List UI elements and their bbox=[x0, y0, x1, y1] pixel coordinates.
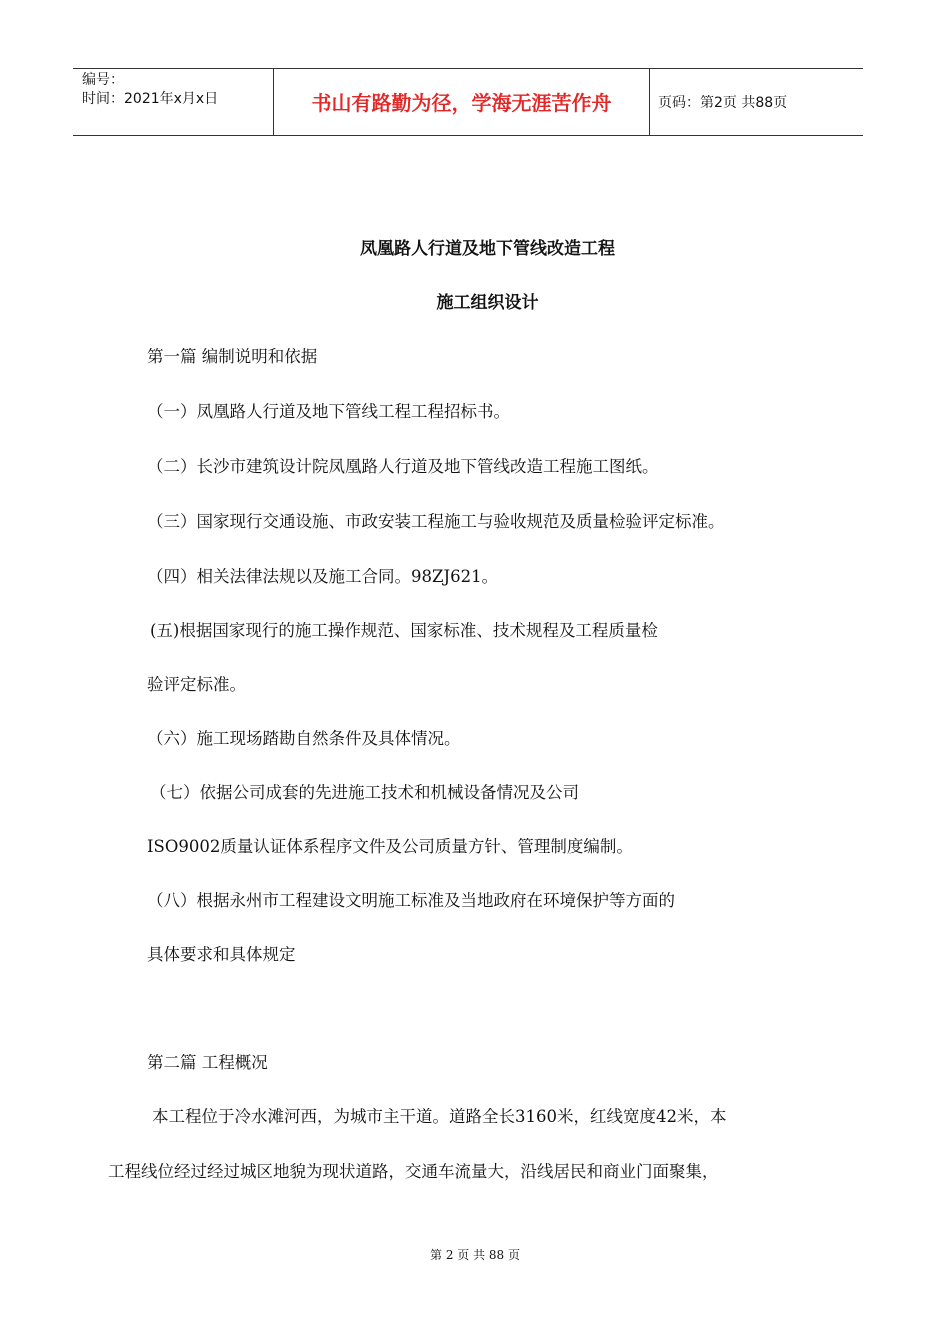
time-line: 时间：2021年x月x日 bbox=[82, 91, 219, 107]
section-heading-1: 第一篇 编制说明和依据 bbox=[147, 347, 318, 366]
overview-line-2: 工程线位经过经过城区地貌为现状道路，交通车流量大，沿线居民和商业门面聚集， bbox=[108, 1162, 719, 1181]
page-footer: 第 2 页 共 88 页 bbox=[430, 1248, 520, 1262]
header-info-cell bbox=[73, 69, 274, 135]
basis-item-8-cont: 具体要求和具体规定 bbox=[147, 945, 296, 964]
basis-item-7-cont: ISO9002质量认证体系程序文件及公司质量方针、管理制度编制。 bbox=[147, 837, 633, 856]
basis-item-5: (五)根据国家现行的施工操作规范、国家标准、技术规程及工程质量检 bbox=[150, 621, 658, 640]
basis-item-1: （一）凤凰路人行道及地下管线工程工程招标书。 bbox=[147, 402, 510, 421]
basis-item-3: （三）国家现行交通设施、市政安装工程施工与验收规范及质量检验评定标准。 bbox=[147, 512, 725, 531]
document-title: 凤凰路人行道及地下管线改造工程 bbox=[360, 239, 615, 259]
basis-item-6: （六）施工现场踏勘自然条件及具体情况。 bbox=[147, 729, 461, 748]
header-page-cell bbox=[650, 69, 863, 135]
number-label: 编号： bbox=[82, 72, 124, 88]
basis-item-8: （八）根据永州市工程建设文明施工标准及当地政府在环境保护等方面的 bbox=[147, 891, 675, 910]
motto: 书山有路勤为径，学海无涯苦作舟 bbox=[311, 91, 612, 115]
document-subtitle: 施工组织设计 bbox=[436, 293, 539, 313]
overview-line-1: 本工程位于冷水滩河西，为城市主干道。道路全长3160米，红线宽度42米，本 bbox=[152, 1107, 727, 1126]
page-code: 页码：第2页 共88页 bbox=[658, 95, 788, 111]
header-motto-cell bbox=[274, 69, 650, 135]
basis-item-5-cont: 验评定标准。 bbox=[147, 675, 246, 694]
basis-item-2: （二）长沙市建筑设计院凤凰路人行道及地下管线改造工程施工图纸。 bbox=[147, 457, 659, 476]
basis-item-4: （四）相关法律法规以及施工合同。98ZJ621。 bbox=[147, 567, 499, 586]
basis-item-7: （七）依据公司成套的先进施工技术和机械设备情况及公司 bbox=[150, 783, 579, 802]
section-heading-2: 第二篇 工程概况 bbox=[147, 1053, 268, 1072]
page-header bbox=[73, 68, 863, 136]
